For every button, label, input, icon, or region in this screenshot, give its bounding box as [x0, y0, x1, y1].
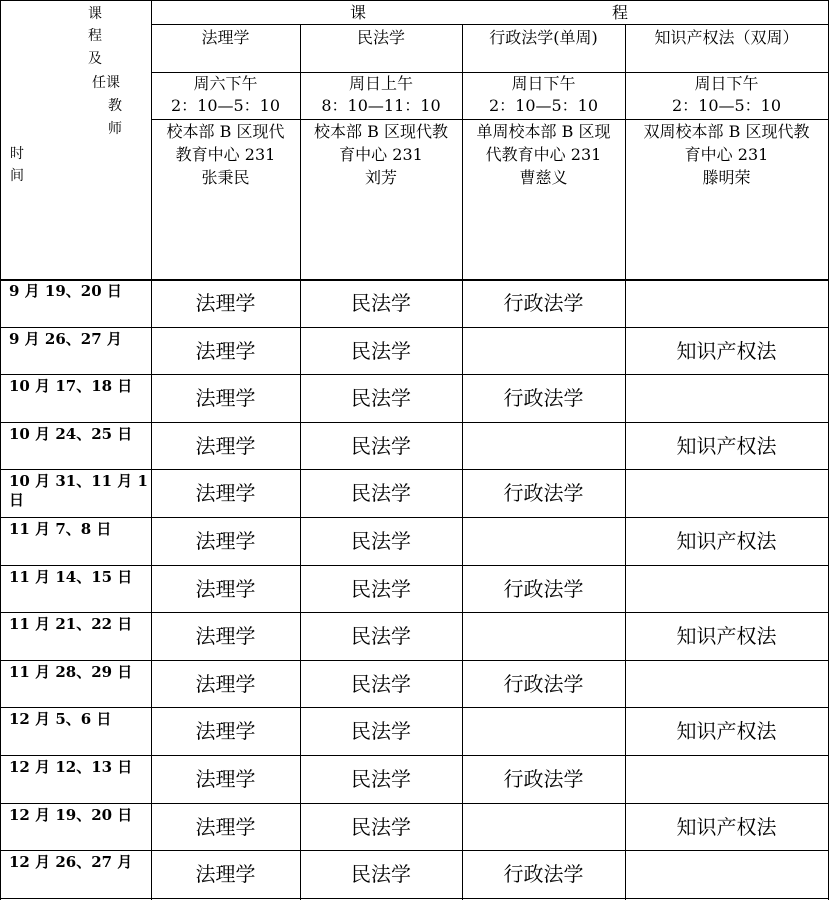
- cell-course-1: 法理学: [195, 339, 256, 363]
- course-location: 单周校本部 B 区现: [476, 122, 611, 141]
- cell-course-4: 知识产权法: [676, 815, 777, 839]
- row-border: [0, 469, 829, 470]
- cell-course-2: 民法学: [351, 339, 411, 363]
- course-schedule-time: 8：10—11：10: [321, 96, 441, 115]
- cell-course-2: 民法学: [351, 624, 411, 648]
- row-border: [0, 803, 829, 804]
- row-border: [0, 565, 829, 566]
- cell-course-2: 民法学: [351, 434, 411, 458]
- row-date: 10 月 24、25 日: [9, 425, 133, 443]
- corner-time-2: 间: [10, 168, 24, 184]
- course-location: 校本部 B 区现代: [166, 122, 285, 141]
- corner-char-3: 及: [88, 51, 102, 67]
- course-teacher: 张秉民: [201, 168, 250, 187]
- row-border: [0, 660, 829, 661]
- course-schedule-time: 2：10—5：10: [671, 96, 782, 115]
- cell-course-3: 行政法学: [503, 672, 584, 696]
- cell-course-4: 知识产权法: [676, 529, 777, 553]
- corner-char-6: 师: [108, 121, 122, 137]
- row-border: [0, 422, 829, 423]
- cell-course-2: 民法学: [351, 767, 411, 791]
- cell-course-1: 法理学: [195, 767, 256, 791]
- corner-time-1: 时: [10, 146, 24, 162]
- cell-course-4: 知识产权法: [676, 624, 777, 648]
- row-date: 11 月 28、29 日: [9, 663, 133, 681]
- cell-course-1: 法理学: [195, 291, 256, 315]
- cell-course-1: 法理学: [195, 815, 256, 839]
- row-date: 12 月 26、27 月: [9, 853, 133, 871]
- row-date: 10 月 17、18 日: [9, 377, 133, 395]
- cell-course-3: 行政法学: [503, 767, 584, 791]
- row-date: 9 月 26、27 月: [9, 330, 122, 348]
- row-date: 12 月 12、13 日: [9, 758, 133, 776]
- cell-course-2: 民法学: [351, 577, 411, 601]
- corner-char-1: 课: [88, 6, 102, 22]
- group-header-right: 程: [612, 3, 629, 22]
- border-course-name: [151, 72, 829, 73]
- cell-course-1: 法理学: [195, 672, 256, 696]
- cell-course-2: 民法学: [351, 719, 411, 743]
- cell-course-3: 行政法学: [503, 862, 584, 886]
- course-location: 代教育中心 231: [485, 145, 602, 164]
- course-location: 育中心 231: [684, 145, 769, 164]
- row-date: 11 月 14、15 日: [9, 568, 133, 586]
- row-border: [0, 707, 829, 708]
- course-name: 民法学: [356, 28, 405, 47]
- cell-course-2: 民法学: [351, 386, 411, 410]
- course-teacher: 刘芳: [364, 168, 397, 187]
- row-border: [0, 612, 829, 613]
- column-border: [0, 0, 1, 900]
- row-border: [0, 279, 829, 281]
- border-schedule: [151, 119, 829, 120]
- cell-course-2: 民法学: [351, 672, 411, 696]
- row-border: [0, 850, 829, 851]
- group-header-left: 课: [350, 3, 367, 22]
- course-name: 法理学: [201, 28, 250, 47]
- course-location: 教育中心 231: [175, 145, 276, 164]
- cell-course-1: 法理学: [195, 386, 256, 410]
- cell-course-3: 行政法学: [503, 291, 584, 315]
- cell-course-3: 行政法学: [503, 481, 584, 505]
- cell-course-1: 法理学: [195, 862, 256, 886]
- cell-course-1: 法理学: [195, 577, 256, 601]
- cell-course-1: 法理学: [195, 624, 256, 648]
- row-border: [0, 755, 829, 756]
- cell-course-2: 民法学: [351, 529, 411, 553]
- course-teacher: 滕明荣: [702, 168, 751, 187]
- cell-course-4: 知识产权法: [676, 339, 777, 363]
- cell-course-4: 知识产权法: [676, 719, 777, 743]
- course-schedule-day: 周日下午: [511, 74, 576, 93]
- cell-course-1: 法理学: [195, 529, 256, 553]
- border-top: [0, 0, 829, 1]
- course-schedule-time: 2：10—5：10: [488, 96, 599, 115]
- border-group-header: [151, 24, 829, 25]
- row-date-wrap: 日: [9, 491, 25, 509]
- course-schedule-day: 周日上午: [348, 74, 413, 93]
- cell-course-2: 民法学: [351, 291, 411, 315]
- course-location: 校本部 B 区现代教: [314, 122, 448, 141]
- corner-char-4: 任课: [92, 75, 120, 91]
- row-border: [0, 327, 829, 328]
- course-name: 行政法学(单周): [489, 28, 598, 47]
- corner-char-5: 教: [108, 98, 122, 114]
- cell-course-2: 民法学: [351, 862, 411, 886]
- cell-course-4: 知识产权法: [676, 434, 777, 458]
- course-name: 知识产权法（双周）: [654, 28, 799, 47]
- row-border: [0, 898, 829, 899]
- cell-course-1: 法理学: [195, 434, 256, 458]
- cell-course-1: 法理学: [195, 719, 256, 743]
- course-teacher: 曹慈义: [519, 168, 568, 187]
- cell-course-2: 民法学: [351, 815, 411, 839]
- course-location: 育中心 231: [339, 145, 423, 164]
- course-location: 双周校本部 B 区现代教: [643, 122, 810, 141]
- course-schedule-day: 周日下午: [694, 74, 759, 93]
- cell-course-2: 民法学: [351, 481, 411, 505]
- cell-course-3: 行政法学: [503, 577, 584, 601]
- row-date: 12 月 19、20 日: [9, 806, 133, 824]
- row-border: [0, 374, 829, 375]
- row-date: 10 月 31、11 月 1: [9, 472, 148, 490]
- cell-course-1: 法理学: [195, 481, 256, 505]
- course-schedule-time: 2：10—5：10: [170, 96, 281, 115]
- row-date: 9 月 19、20 日: [9, 282, 122, 300]
- row-date: 11 月 7、8 日: [9, 520, 112, 538]
- row-date: 12 月 5、6 日: [9, 710, 112, 728]
- row-date: 11 月 21、22 日: [9, 615, 133, 633]
- cell-course-3: 行政法学: [503, 386, 584, 410]
- corner-char-2: 程: [88, 28, 102, 44]
- row-border: [0, 517, 829, 518]
- course-schedule-day: 周六下午: [193, 74, 258, 93]
